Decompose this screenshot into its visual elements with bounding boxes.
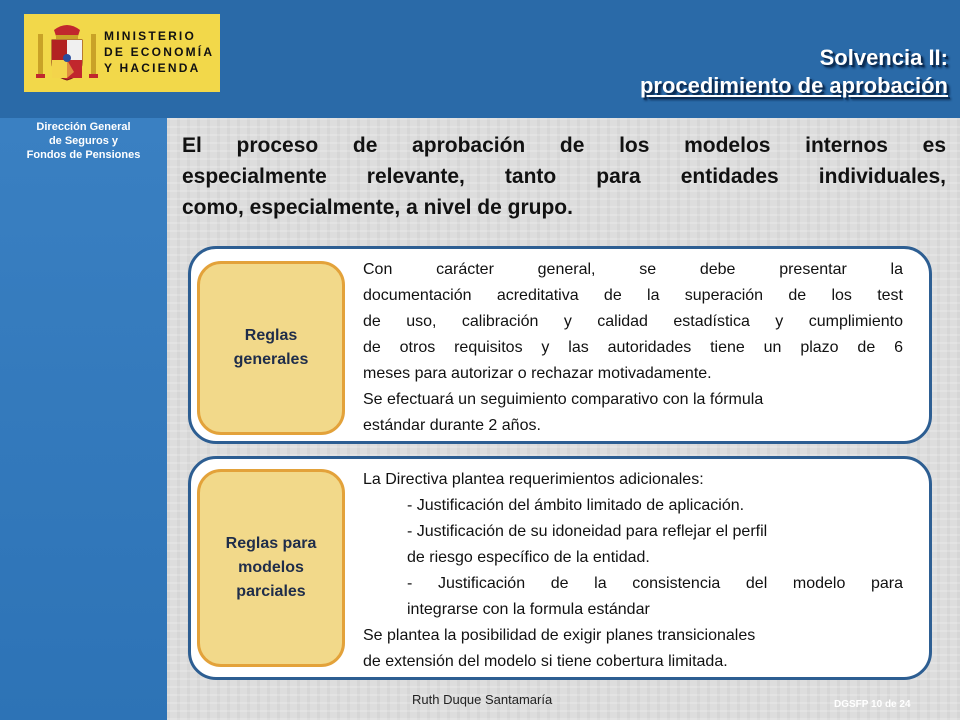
general-rules-label (197, 261, 345, 435)
title-line-2: procedimiento de aprobación (639, 73, 948, 98)
partial-models-line: integrarse con la formula estándar (407, 601, 650, 618)
general-rules-line: de uso, calibración y calidad estadística y cumplimiento (363, 313, 903, 330)
partial-models-line: - Justificación de la consistencia del modelo para (407, 575, 903, 592)
general-rules-panel (188, 246, 932, 444)
partial-models-line: Se plantea la posibilidad de exigir planes transicionales (363, 627, 756, 644)
partial-models-label-line-2: modelos (238, 559, 304, 576)
partial-models-label-line-3: parciales (236, 583, 306, 600)
general-rules-line: Con carácter general, se debe presentar la (363, 261, 903, 278)
partial-models-line: - Justificación de su idoneidad para reflejar el perfil (407, 523, 768, 540)
partial-models-line: - Justificación del ámbito limitado de aplicación. (407, 497, 745, 514)
intro-line-2: especialmente relevante, tanto para entidades individuales, (182, 165, 946, 188)
page-number: DGSFP 10 de 24 (834, 699, 911, 710)
ministry-logo (24, 14, 220, 92)
partial-models-line: de riesgo específico de la entidad. (407, 549, 650, 566)
title-line-1: Solvencia II: (819, 45, 948, 70)
ministry-line-3: Y HACIENDA (104, 61, 201, 75)
partial-models-line: La Directiva plantea requerimientos adicionales: (363, 471, 704, 488)
partial-models-text (363, 467, 903, 675)
general-rules-line: Se efectuará un seguimiento comparativo con la fórmula (363, 391, 764, 408)
ministry-line-1: MINISTERIO (104, 29, 197, 43)
intro-line-1: El proceso de aprobación de los modelos internos es (182, 134, 946, 157)
general-rules-label-line-2: generales (233, 351, 309, 368)
directorate-name (0, 120, 167, 162)
directorate-line-2: de Seguros y (48, 135, 119, 147)
general-rules-line: documentación acreditativa de la superación de los test (363, 287, 903, 304)
partial-models-line: de extensión del modelo si tiene cobertura limitada. (363, 653, 728, 670)
general-rules-line: estándar durante 2 años. (363, 417, 541, 434)
intro-line-3: como, especialmente, a nivel de grupo. (182, 196, 573, 219)
coat-of-arms-icon (34, 20, 100, 86)
ministry-name (104, 28, 214, 76)
partial-models-label-line-1: Reglas para (225, 535, 317, 552)
ministry-line-2: DE ECONOMÍA (104, 45, 215, 59)
partial-models-panel (188, 456, 932, 680)
author-name: Ruth Duque Santamaría (412, 692, 553, 707)
partial-models-label (197, 469, 345, 667)
general-rules-line: de otros requisitos y las autoridades tiene un plazo de 6 (363, 339, 903, 356)
general-rules-label-line-1: Reglas (244, 327, 298, 344)
general-rules-text (363, 257, 903, 439)
left-sidebar (0, 118, 167, 720)
directorate-line-3: Fondos de Pensiones (26, 149, 141, 161)
directorate-line-1: Dirección General (36, 121, 131, 133)
general-rules-line: meses para autorizar o rechazar motivadamente. (363, 365, 712, 382)
slide-title (640, 44, 948, 100)
intro-paragraph (182, 130, 946, 223)
